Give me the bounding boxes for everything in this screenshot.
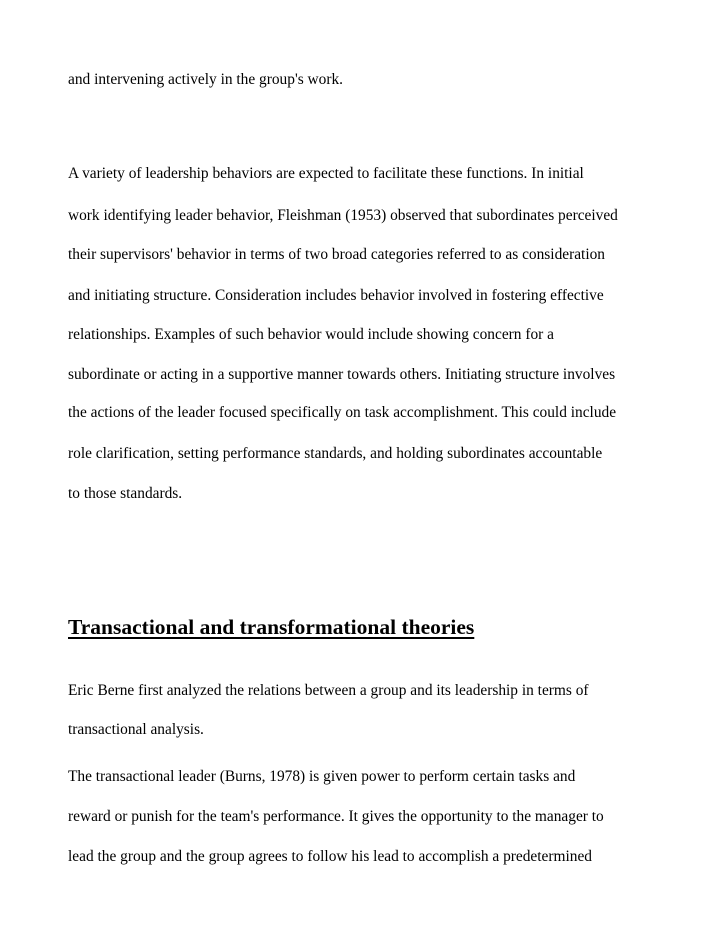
section-heading: Transactional and transformational theories (68, 615, 475, 639)
text-line: the actions of the leader focused specifically on task accomplishment. This could include (68, 404, 617, 421)
text-line: transactional analysis. (68, 721, 204, 738)
text-line: work identifying leader behavior, Fleishman (1953) observed that subordinates perceived (68, 207, 618, 224)
text-line: reward or punish for the team's performance. It gives the opportunity to the manager to (68, 808, 604, 825)
text-line: relationships. Examples of such behavior would include showing concern for a (68, 326, 554, 343)
text-line: to those standards. (68, 485, 183, 502)
text-line: role clarification, setting performance standards, and holding subordinates accountable (68, 445, 603, 462)
text-line: and initiating structure. Consideration includes behavior involved in fostering effective (68, 287, 604, 304)
text-line: their supervisors' behavior in terms of two broad categories referred to as consideration (68, 246, 605, 263)
text-line: subordinate or acting in a supportive manner towards others. Initiating structure involves (68, 366, 616, 383)
text-line: The transactional leader (Burns, 1978) is given power to perform certain tasks and (68, 768, 576, 785)
intro-line: and intervening actively in the group's work. (68, 71, 344, 88)
text-line: A variety of leadership behaviors are expected to facilitate these functions. In initial (68, 165, 584, 182)
text-line: lead the group and the group agrees to follow his lead to accomplish a predetermined (68, 848, 592, 865)
text-line: Eric Berne first analyzed the relations between a group and its leadership in terms of (68, 682, 589, 699)
